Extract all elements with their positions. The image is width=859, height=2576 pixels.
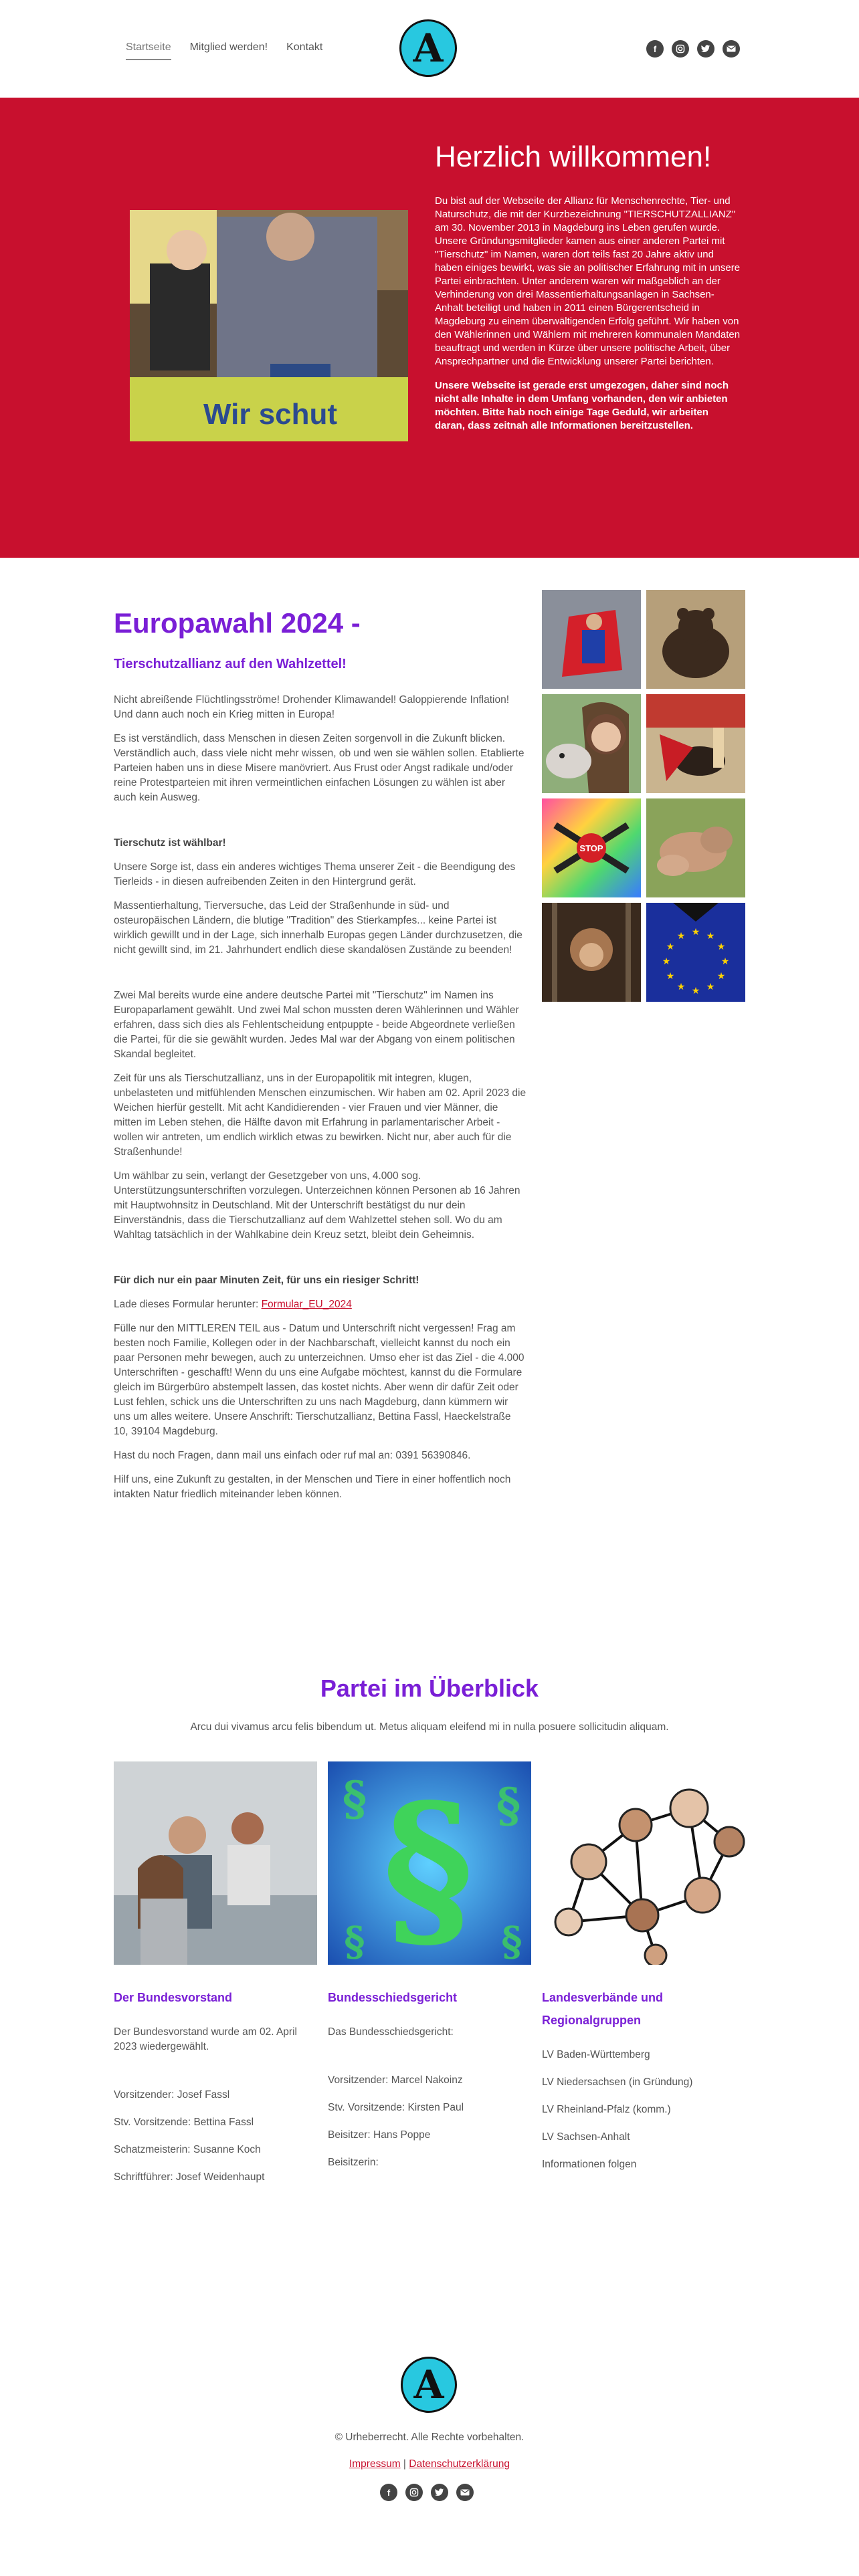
eu-paragraph: Hast du noch Fragen, dann mail uns einfach oder ruf mal an: 0391 56390846. [114, 1450, 471, 1461]
eu-paragraph: Um wählbar zu sein, verlangt der Gesetzgeber von uns, 4.000 sog. Unterstützungsunterschriften vorzulegen. Unterzeichnen können Personen ab 16 Jahren mit Hauptwohnsitz in Deutschland. Mit der Unterschrift bestätigst du nur dein Einverständnis, dass die Tierschutzallianz auf dem Wahlzettel stehen soll. Wo du am Wahltag tatsächlich in der Wahlkabine dein Kreuz setzt, bleibt dein Geheimnis. [114, 1170, 520, 1241]
footer-logo[interactable] [401, 2357, 457, 2413]
eu-paragraph: Zeit für uns als Tierschutzallianz, uns in der Europapolitik mit integren, klugen, unbelasteten und mitfühlenden Menschen einzumischen. Wir haben am 02. April 2023 die Weichen hierfür gestellt. Mit acht Kandidierenden - vier Frauen und vier Männer, die mitten im Leben stehen, die Hälfte davon mit Erfahrung in parlamentarischer Arbeit - wollen wir antreten, um endlich wirklich etwas zu bewirken. Nicht nur, aber auch für die Straßenhunde! [114, 1073, 527, 1158]
hero-photo [130, 210, 408, 441]
europawahl-text [114, 606, 527, 1511]
hero-text [435, 195, 741, 433]
svg-text:★: ★ [717, 942, 726, 952]
list-item: Beisitzerin: [328, 2157, 379, 2168]
bundesvorstand-column [114, 1761, 317, 2197]
facebook-icon[interactable]: f [380, 2484, 397, 2501]
svg-text:★: ★ [676, 931, 686, 942]
list-item[interactable]: LV Baden-Württemberg [542, 2049, 650, 2060]
main-nav [126, 41, 322, 60]
bundesvorstand-heading: Der Bundesvorstand [114, 1991, 233, 2004]
logo-letter: A [413, 25, 444, 71]
email-icon[interactable] [456, 2484, 474, 2501]
landesverbaende-list [542, 2048, 745, 2172]
schiedsgericht-list [328, 2025, 531, 2170]
datenschutz-link[interactable]: Datenschutzerklärung [409, 2458, 510, 2470]
list-item: Vorsitzender: Josef Fassl [114, 2089, 230, 2101]
hero-paragraph-intro: Du bist auf der Webseite der Allianz für Menschenrechte, Tier- und Naturschutz, die mit der Kurzbezeichnung "TIERSCHUTZALLIANZ" am 30. November 2013 in Magdeburg ins Leben gerufen wurde. Unsere Gründungsmitglieder kamen aus einer anderen Partei mit "Tierschutz" im Namen, waren dort teils fast 20 Jahre aktiv und haben einiges bewirkt, was sie an politischer Erfahrung mit in unsere Partei einbrachten. Unter anderem waren wir maßgeblich an der Verhinderung von drei Massentierhaltungsanlagen in Sachsen-Anhalt beteiligt und haben in 2011 einen Bürgerentscheid in Magdeburg zu einem überwältigenden Erfolg geführt. Wir haben von den Wählerinnen und Wählern mit mehreren kommunalen Mandaten beauftragt und werden in Kürze über unsere politische Arbeit, über Ansprechpartner und die Entwicklung unserer Partei berichten. [435, 195, 741, 367]
svg-text:★: ★ [662, 956, 671, 967]
partei-lead: Arcu dui vivamus arcu felis bibendum ut. Metus aliquam eleifend mi in nulla posuere sollicitudin aliquam. [190, 1721, 669, 1733]
svg-text:★: ★ [676, 982, 686, 992]
eu-paragraph: Zwei Mal bereits wurde eine andere deutsche Partei mit "Tierschutz" im Namen ins Europaparlament gewählt. Und zwei Mal schon mussten deren Wählerinnen und Wähler erfahren, dass sich dies als Fehlentscheidung entpuppte - beide Abgeordnete verließen die Partei, für die sie gewählt wurden. Jedes Mal war der Abgang von einem politischen Skandal begleitet. [114, 990, 519, 1060]
footer-social-links [380, 2484, 740, 2501]
eu-download-prefix: Lade dieses Formular herunter: [114, 1299, 259, 1310]
twitter-icon[interactable] [431, 2484, 448, 2501]
eu-heading-schritt: Für dich nur ein paar Minuten Zeit, für uns ein riesiger Schritt! [114, 1275, 419, 1286]
gallery-image-monkey[interactable] [542, 903, 641, 1002]
europawahl-section [0, 558, 859, 1675]
site-header [0, 0, 859, 98]
svg-text:★: ★ [706, 931, 715, 942]
eu-heading-waehlbar: Tierschutz ist wählbar! [114, 837, 226, 849]
europawahl-title: Europawahl 2024 - [114, 607, 361, 639]
hero-photo-banner: Wir schut [203, 398, 338, 431]
svg-text:§: § [501, 1919, 522, 1965]
svg-text:§: § [342, 1771, 367, 1826]
gallery-image-bear[interactable] [646, 590, 745, 689]
list-item: Stv. Vorsitzende: Kirsten Paul [328, 2102, 464, 2113]
nav-item-startseite[interactable]: Startseite [126, 41, 171, 60]
svg-text:★: ★ [691, 986, 700, 996]
eu-paragraph: Unsere Sorge ist, dass ein anderes wichtiges Thema unserer Zeit - die Beendigung des Tierleids - in diesen aufreibenden Zeiten in den Hintergrund gerät. [114, 861, 516, 887]
gallery-image-stop-weapons[interactable] [542, 798, 641, 897]
svg-text:§: § [383, 1766, 474, 1965]
gallery-image-piglets[interactable] [646, 798, 745, 897]
list-item: Beisitzer: Hans Poppe [328, 2129, 431, 2141]
partei-title: Partei im Überblick [320, 1675, 539, 1702]
eu-paragraph: Nicht abreißende Flüchtlingsströme! Drohender Klimawandel! Galoppierende Inflation! Und dann auch noch ein Krieg mitten in Europa! [114, 694, 510, 720]
list-item: Stv. Vorsitzende: Bettina Fassl [114, 2117, 254, 2128]
eu-paragraph: Es ist verständlich, dass Menschen in diesen Zeiten sorgenvoll in die Zukunft blicken. Verständlich auch, dass viele nicht mehr wissen, ob und wen sie wählen sollen. Etablierte Parteien haben uns in diese Misere manövriert. Aus Frust oder Angst radikale und/oder reine Protestparteien mit ihren vermeintlichen einfachen Lösungen zu wählen ist aber auch kein Ausweg. [114, 733, 524, 803]
svg-text:★: ★ [666, 971, 675, 982]
partei-section [0, 1675, 859, 2343]
schiedsgericht-intro: Das Bundesschiedsgericht: [328, 2026, 454, 2038]
hero-section [0, 98, 859, 558]
nav-item-mitglied-werden[interactable]: Mitglied werden! [189, 41, 268, 53]
gallery-image-eu-flag[interactable] [646, 903, 745, 1002]
bundesvorstand-list [114, 2025, 317, 2185]
europawahl-subtitle: Tierschutzallianz auf den Wahlzettel! [114, 657, 347, 671]
site-footer [0, 2343, 859, 2576]
svg-text:★: ★ [706, 982, 715, 992]
bundesvorstand-image [114, 1761, 317, 1965]
landesverbaende-column [542, 1761, 745, 2185]
gallery-image-woman-dog[interactable] [542, 694, 641, 793]
svg-text:★: ★ [717, 971, 726, 982]
svg-text:§: § [344, 1919, 365, 1965]
instagram-icon[interactable] [672, 40, 689, 58]
landesverbaende-image [542, 1761, 745, 1965]
list-item: Schatzmeisterin: Susanne Koch [114, 2144, 261, 2155]
svg-text:★: ★ [691, 927, 700, 938]
eu-paragraph: Fülle nur den MITTLEREN TEIL aus - Datum und Unterschrift nicht vergessen! Frag am besten noch Familie, Kollegen oder in der Nachbarschaft, vielleicht kannst du noch ein paar Personen mehr bewegen, auch zu unterzeichnen. Umso eher ist das Ziel - die 4.000 Unterschriften - geschafft! Wenn du uns eine Aufgabe möchtest, kannst du die Formulare gleich im Bürgerbüro abstempelt lassen, das kostet nichts. Aber wenn dir dafür Zeit oder Lust fehlen, schick uns die Unterschriften zu uns nach Magdeburg, dann kümmern wir uns um alles weitere. Unsere Anschrift: Tierschutzallianz, Bettina Fassl, Haeckelstraße 10, 39104 Magdeburg. [114, 1323, 524, 1437]
gallery-image-superhero[interactable] [542, 590, 641, 689]
eu-paragraph: Hilf uns, eine Zukunft zu gestalten, in der Menschen und Tiere in einer hoffentlich noch intakten Natur friedlich miteinander leben können. [114, 1474, 511, 1500]
stop-label: STOP [579, 843, 603, 853]
impressum-link[interactable]: Impressum [349, 2458, 401, 2470]
landesverbaende-heading: Landesverbände und Regionalgruppen [542, 1991, 664, 2027]
list-item[interactable]: LV Sachsen-Anhalt [542, 2131, 630, 2143]
eu-download-line [114, 1297, 527, 1312]
twitter-icon[interactable] [697, 40, 714, 58]
gallery-image-bullfight[interactable] [646, 694, 745, 793]
footer-separator: | [403, 2458, 406, 2470]
list-item[interactable]: LV Rheinland-Pfalz (komm.) [542, 2104, 671, 2115]
list-item[interactable]: LV Niedersachsen (in Gründung) [542, 2076, 693, 2088]
schiedsgericht-heading: Bundesschiedsgericht [328, 1991, 458, 2004]
svg-text:§: § [496, 1778, 521, 1833]
formular-download-link[interactable]: Formular_EU_2024 [261, 1299, 352, 1310]
schiedsgericht-column [328, 1761, 531, 2183]
svg-text:★: ★ [666, 942, 675, 952]
footer-logo-letter: A [413, 2362, 444, 2407]
instagram-icon[interactable] [405, 2484, 423, 2501]
site-logo[interactable] [399, 19, 457, 77]
eu-paragraph: Massentierhaltung, Tierversuche, das Leid der Straßenhunde in süd- und osteuropäischen Ländern, die blutige "Tradition" des Stierkampfes... keine Partei ist wirklich gewillt und in der Lage, sich innerhalb Europas gegen Länder durchzusetzen, die nicht gewillt sind, im 21. Jahrhundert endlich diese skandalösen Zustände zu beenden! [114, 900, 522, 956]
list-item: Informationen folgen [542, 2159, 637, 2170]
footer-links [0, 2458, 859, 2470]
bundesvorstand-intro: Der Bundesvorstand wurde am 02. April 2023 wiedergewählt. [114, 2026, 297, 2052]
svg-text:★: ★ [721, 956, 730, 967]
list-item: Vorsitzender: Marcel Nakoinz [328, 2074, 463, 2086]
hero-paragraph-notice: Unsere Webseite ist gerade erst umgezogen, daher sind noch nicht alle Inhalte in dem Umfang vorhanden, den wir anbieten möchten. Bitte hab noch einige Tage Geduld, wir arbeiten daran, dass zeitnah alle Informationen bereitzustellen. [435, 380, 729, 431]
list-item: Schriftführer: Josef Weidenhaupt [114, 2171, 265, 2183]
image-gallery [542, 590, 745, 1002]
email-icon[interactable] [723, 40, 740, 58]
schiedsgericht-image [328, 1761, 531, 1965]
social-links [646, 40, 740, 58]
hero-title: Herzlich willkommen! [435, 140, 712, 173]
facebook-icon[interactable]: f [646, 40, 664, 58]
nav-item-kontakt[interactable]: Kontakt [286, 41, 323, 53]
footer-copyright: © Urheberrecht. Alle Rechte vorbehalten. [335, 2432, 524, 2443]
